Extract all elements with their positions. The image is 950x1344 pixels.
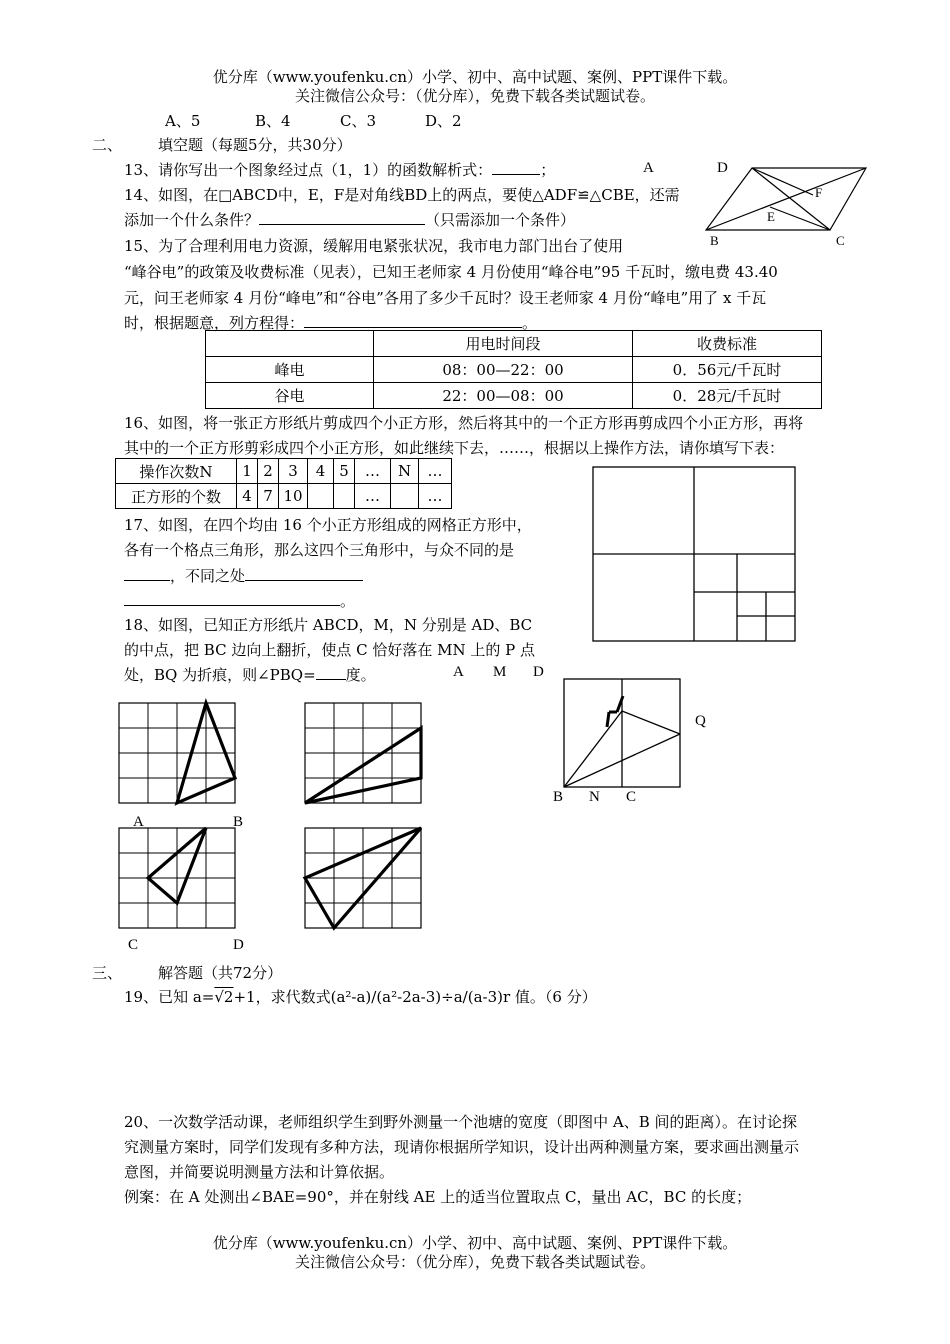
q17-line-1: 17、如图，在四个均由 16 个小正方形组成的网格正方形中， bbox=[124, 516, 532, 534]
ops-cell: N bbox=[391, 459, 419, 484]
rate-header-2: 收费标准 bbox=[633, 331, 822, 357]
q19 bbox=[124, 986, 597, 1007]
grid-c bbox=[119, 828, 235, 928]
rate-cell: 谷电 bbox=[206, 383, 374, 409]
para-label-c: C bbox=[836, 233, 845, 248]
para-label-e: E bbox=[767, 209, 775, 224]
para-label-b: B bbox=[710, 233, 719, 248]
ops-cell: 正方形的个数 bbox=[116, 484, 237, 509]
header-line-1: 优分库（www.youfenku.cn）小学、初中、高中试题、案例、PPT课件下载。 bbox=[212, 68, 738, 86]
fold-label-m: M bbox=[493, 664, 507, 680]
q14-line-2a: 添加一个什么条件？ bbox=[124, 211, 260, 229]
ops-cell: 10 bbox=[279, 484, 308, 509]
rate-cell: 峰电 bbox=[206, 357, 374, 383]
ops-cell: 4 bbox=[237, 484, 258, 509]
q15-line-4-end: 。 bbox=[522, 314, 538, 332]
ops-cell: 4 bbox=[308, 459, 334, 484]
para-label-f: F bbox=[815, 185, 823, 200]
q19-pre: 19、已知 a= bbox=[124, 988, 215, 1006]
q17-line-4-end: 。 bbox=[340, 592, 356, 610]
grid-a bbox=[119, 703, 235, 803]
q19-sqrt: √2 bbox=[214, 988, 234, 1006]
q15-line-3: 元，问王老师家 4 月份“峰电”和“谷电”各用了多少千瓦时？设王老师家 4 月份“峰电”用了 x 千瓦 bbox=[124, 289, 767, 307]
q13-tail: ； bbox=[540, 161, 556, 179]
fold-label-d: D bbox=[533, 664, 544, 680]
choice-c: C、3 bbox=[340, 112, 377, 130]
fold-label-n: N bbox=[589, 789, 600, 805]
ops-cell: 3 bbox=[279, 459, 308, 484]
grid-label-a: A bbox=[133, 814, 144, 830]
fold-label-q: Q bbox=[695, 713, 706, 729]
footer-line-1: 优分库（www.youfenku.cn）小学、初中、高中试题、案例、PPT课件下载。 bbox=[212, 1234, 738, 1252]
rate-cell: 08：00—22：00 bbox=[374, 357, 633, 383]
ops-cell: 操作次数N bbox=[116, 459, 237, 484]
rate-header-1: 用电时间段 bbox=[374, 331, 633, 357]
q15-line-1: 15、为了合理利用电力资源，缓解用电紧张状况，我市电力部门出台了使用 bbox=[124, 237, 624, 255]
grid-b bbox=[305, 703, 421, 803]
fold-label-a: A bbox=[453, 664, 464, 680]
fold-label-b: B bbox=[553, 789, 564, 805]
section3-title: 解答题（共72分） bbox=[158, 964, 283, 982]
q20-line-2: 究测量方案时，同学们发现有多种方法，现请你根据所学知识，设计出两种测量方案，要求画出测量示 bbox=[124, 1138, 800, 1156]
ops-cell: 2 bbox=[258, 459, 279, 484]
q15-line-2: “峰谷电”的政策及收费标准（见表），已知王老师家 4 月份使用“峰谷电”95 千瓦时，缴电费 43.40 bbox=[124, 263, 778, 281]
grid-d bbox=[305, 828, 421, 928]
q16-line-1: 16、如图，将一张正方形纸片剪成四个小正方形，然后将其中的一个正方形再剪成四个小正方形，再将 bbox=[124, 414, 804, 432]
choice-b: B、4 bbox=[255, 112, 291, 130]
grid-label-c: C bbox=[128, 937, 139, 953]
choice-a: A、5 bbox=[165, 112, 201, 130]
ops-cell: … bbox=[419, 459, 452, 484]
ops-cell: … bbox=[419, 484, 452, 509]
rate-cell: 0．56元/千瓦时 bbox=[633, 357, 822, 383]
q20-line-3: 意图，并简要说明测量方法和计算依据。 bbox=[124, 1163, 395, 1181]
ops-cell: 7 bbox=[258, 484, 279, 509]
footer-line-2: 关注微信公众号：（优分库），免费下载各类试题试卷。 bbox=[294, 1253, 655, 1271]
ops-cell: 1 bbox=[237, 459, 258, 484]
ops-cell: … bbox=[355, 459, 391, 484]
q17-line-2: 各有一个格点三角形，那么这四个三角形中，与众不同的是 bbox=[124, 541, 515, 559]
q18-line-2: 的中点，把 BC 边向上翻折，使点 C 恰好落在 MN 上的 P 点 bbox=[124, 641, 535, 659]
rate-cell: 0．28元/千瓦时 bbox=[633, 383, 822, 409]
grid-label-b: B bbox=[233, 814, 244, 830]
q18-line-3b: 度。 bbox=[345, 666, 376, 684]
grid-label-d: D bbox=[233, 937, 244, 953]
q18-line-3a: 处，BQ 为折痕，则∠PBQ= bbox=[124, 666, 316, 684]
q20-line-1: 20、一次数学活动课，老师组织学生到野外测量一个池塘的宽度（即图中 A、B 间的距离）。在讨论探 bbox=[124, 1113, 797, 1131]
q14-line-1: 14、如图，在□ABCD中，E，F是对角线BD上的两点，要使△ADF≌△CBE，还需 bbox=[124, 186, 680, 204]
q16-line-2: 其中的一个正方形剪彩成四个小正方形，如此继续下去，……，根据以上操作方法，请你填写下表： bbox=[124, 439, 785, 457]
section3-number: 三、 bbox=[92, 964, 123, 982]
header-line-2: 关注微信公众号：（优分库），免费下载各类试题试卷。 bbox=[294, 87, 655, 105]
section2-title: 填空题（每题5分，共30分） bbox=[158, 136, 352, 154]
section2-number: 二、 bbox=[92, 136, 123, 154]
ops-cell: 5 bbox=[334, 459, 355, 484]
q15-line-4-text: 时，根据题意，列方程得： bbox=[124, 314, 305, 332]
q13-text: 13、请你写出一个图象经过点（1，1）的函数解析式： bbox=[124, 161, 493, 179]
q20-line-4: 例案：在 A 处测出∠BAE=90°，并在射线 AE 上的适当位置取点 C，量出 AC，BC 的长度； bbox=[124, 1188, 752, 1206]
para-label-a: A bbox=[643, 160, 654, 176]
q14-line-2b: （只需添加一个条件） bbox=[425, 211, 576, 229]
choice-d: D、2 bbox=[425, 112, 462, 130]
fold-label-c: C bbox=[626, 789, 637, 805]
ops-cell: … bbox=[355, 484, 391, 509]
para-label-d: D bbox=[717, 160, 728, 176]
q18-line-1: 18、如图，已知正方形纸片 ABCD，M，N 分别是 AD、BC bbox=[124, 616, 533, 634]
q17-line-3-text: ，不同之处 bbox=[170, 567, 246, 585]
q19-post: +1，求代数式(a²-a)/(a²-2a-3)÷a/(a-3)r 值。（6 分） bbox=[233, 988, 597, 1006]
rate-cell: 22：00—08：00 bbox=[374, 383, 633, 409]
